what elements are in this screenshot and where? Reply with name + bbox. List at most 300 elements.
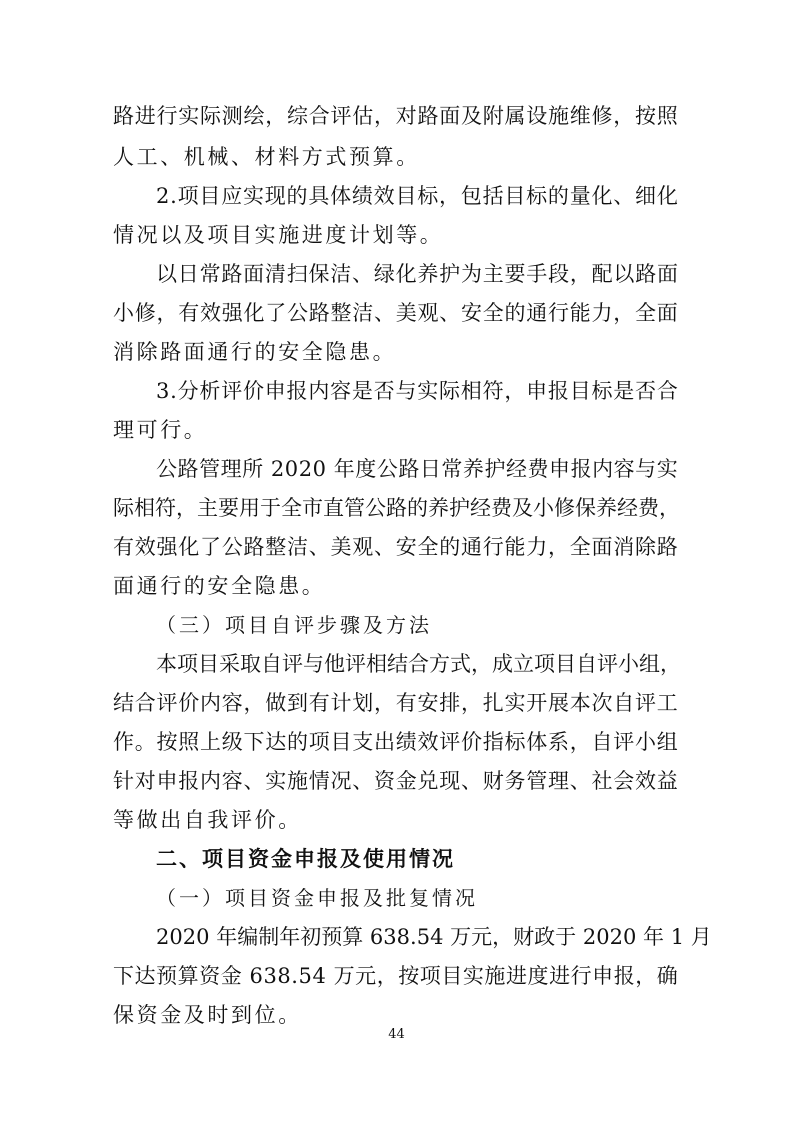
body-line-13: 面通行的安全隐患。 — [113, 574, 326, 598]
glyph: 公 — [221, 535, 243, 559]
glyph: 算 — [342, 925, 364, 949]
glyph: 项 — [308, 730, 330, 754]
glyph: 际 — [113, 496, 134, 520]
glyph: 路 — [386, 496, 407, 520]
glyph: 项 — [177, 184, 199, 208]
glyph: ， — [376, 964, 398, 988]
glyph: 以 — [156, 262, 177, 286]
glyph: 、 — [461, 769, 482, 793]
glyph: 实 — [242, 184, 264, 208]
glyph: 养 — [417, 262, 439, 286]
glyph: ， — [265, 104, 287, 128]
glyph: 元 — [355, 964, 377, 988]
glyph: 与 — [395, 379, 417, 403]
glyph: 容 — [330, 379, 352, 403]
glyph: ， — [374, 104, 395, 128]
glyph: 与 — [303, 652, 324, 676]
body-line-12 — [113, 533, 678, 561]
glyph: 实 — [504, 691, 526, 715]
glyph: 年 — [333, 457, 355, 481]
glyph: 年 — [643, 925, 664, 949]
glyph: 安 — [461, 301, 482, 325]
body-line-2: 人工、机械、材料方式预算。 — [113, 145, 420, 169]
glyph: 对 — [395, 104, 417, 128]
glyph: 全 — [635, 301, 656, 325]
glyph: 情 — [308, 769, 330, 793]
glyph: ， — [492, 925, 514, 949]
glyph: 直 — [323, 496, 344, 520]
glyph: 于 — [260, 496, 281, 520]
glyph: 是 — [351, 379, 373, 403]
glyph: 面 — [243, 262, 265, 286]
glyph: 化 — [395, 262, 417, 286]
glyph: 项 — [177, 652, 198, 676]
glyph: 年 — [216, 925, 238, 949]
glyph: 目 — [569, 379, 591, 403]
glyph: 际 — [439, 379, 460, 403]
glyph: 支 — [352, 730, 374, 754]
glyph: 强 — [221, 301, 243, 325]
page-number: 44 — [388, 1027, 405, 1042]
glyph: 有 — [395, 691, 417, 715]
glyph: 目 — [504, 184, 526, 208]
glyph: 报 — [286, 379, 308, 403]
glyph: 护 — [449, 496, 470, 520]
glyph: 路 — [177, 457, 199, 481]
glyph: 否 — [373, 379, 395, 403]
glyph: ， — [548, 535, 569, 559]
chapter-heading-2: 二、项目资金申报及使用情况 — [156, 847, 455, 871]
glyph: 实 — [462, 964, 484, 988]
glyph: 目 — [555, 652, 576, 676]
glyph: 0 — [622, 925, 637, 949]
glyph: 0 — [596, 925, 610, 949]
glyph: 管 — [344, 496, 365, 520]
glyph: 实 — [656, 457, 678, 481]
glyph: 除 — [635, 535, 656, 559]
glyph: 要 — [218, 496, 239, 520]
glyph: 排 — [439, 691, 461, 715]
glyph: 护 — [484, 457, 506, 481]
glyph: 目 — [330, 730, 352, 754]
glyph: 照 — [656, 104, 678, 128]
glyph: 与 — [635, 457, 657, 481]
glyph: 日 — [419, 457, 441, 481]
glyph: 美 — [330, 535, 352, 559]
glyph: 观 — [352, 535, 374, 559]
glyph: 费 — [638, 496, 659, 520]
glyph: 2 — [609, 925, 623, 949]
glyph: 方 — [429, 652, 450, 676]
glyph: 初 — [300, 925, 322, 949]
glyph: 内 — [200, 691, 221, 715]
glyph: 月 — [690, 925, 712, 949]
glyph: 符 — [482, 379, 504, 403]
glyph: 0 — [284, 457, 299, 481]
glyph: 评 — [635, 691, 656, 715]
glyph: 预 — [321, 925, 343, 949]
glyph: 综 — [287, 104, 308, 128]
glyph: 况 — [330, 769, 352, 793]
glyph: 容 — [613, 457, 635, 481]
glyph: 常 — [441, 457, 463, 481]
glyph — [576, 923, 583, 951]
glyph: 做 — [265, 691, 287, 715]
glyph: 施 — [484, 964, 506, 988]
body-line-6 — [113, 299, 678, 327]
glyph: 用 — [239, 496, 260, 520]
glyph: 成 — [492, 652, 513, 676]
glyph: 、 — [569, 769, 591, 793]
glyph: 兑 — [417, 769, 439, 793]
glyph: 经 — [505, 457, 527, 481]
glyph: 相 — [366, 652, 387, 676]
glyph: 要 — [504, 262, 526, 286]
glyph: 的 — [286, 184, 308, 208]
glyph: 洁 — [287, 535, 308, 559]
glyph: 管 — [526, 769, 548, 793]
glyph: 报 — [178, 769, 200, 793]
glyph: 划 — [352, 691, 374, 715]
glyph: 5 — [298, 964, 312, 988]
glyph: 2 — [582, 925, 597, 949]
body-line-5 — [156, 260, 678, 288]
glyph: 本 — [156, 652, 177, 676]
body-line-1 — [113, 102, 678, 130]
glyph: 报 — [613, 964, 635, 988]
glyph: 及 — [512, 496, 533, 520]
body-line-7: 消除路面通行的安全隐患。 — [113, 340, 397, 364]
glyph: 实 — [417, 379, 439, 403]
glyph: 实 — [265, 769, 287, 793]
glyph: 常 — [199, 262, 221, 286]
glyph: 段 — [548, 262, 570, 286]
glyph: 、 — [439, 301, 461, 325]
glyph: 按 — [635, 104, 656, 128]
glyph: ， — [374, 691, 395, 715]
glyph: 配 — [591, 262, 613, 286]
glyph: 3 — [263, 964, 277, 988]
glyph: 现 — [439, 769, 461, 793]
glyph: 绩 — [395, 730, 417, 754]
glyph: 按 — [398, 964, 420, 988]
glyph: 施 — [287, 769, 308, 793]
glyph: 制 — [258, 925, 280, 949]
glyph: 以 — [613, 262, 635, 286]
glyph: 小 — [635, 730, 656, 754]
glyph: 所 — [242, 457, 264, 481]
glyph: 目 — [199, 184, 221, 208]
body-line-17 — [113, 728, 678, 756]
glyph: 手 — [526, 262, 548, 286]
glyph: 消 — [613, 535, 635, 559]
glyph: 出 — [374, 730, 395, 754]
body-line-24: 保资金及时到位。 — [113, 1003, 302, 1027]
glyph: 资 — [199, 964, 221, 988]
glyph: 修 — [591, 104, 613, 128]
glyph: ， — [569, 730, 591, 754]
glyph — [664, 923, 671, 951]
glyph: 养 — [596, 496, 617, 520]
body-line-9: 理可行。 — [113, 418, 208, 442]
glyph: 量 — [569, 184, 591, 208]
glyph: 2 — [182, 925, 197, 949]
glyph: 绿 — [373, 262, 395, 286]
glyph — [443, 923, 450, 951]
glyph: 容 — [221, 691, 243, 715]
body-line-22 — [156, 923, 712, 951]
glyph: 内 — [592, 457, 614, 481]
glyph: 绩 — [351, 184, 373, 208]
glyph: 财 — [482, 769, 504, 793]
glyph: 度 — [527, 964, 549, 988]
glyph: 全 — [417, 535, 439, 559]
glyph: 价 — [461, 730, 482, 754]
glyph: 面 — [591, 535, 613, 559]
glyph: 经 — [470, 496, 491, 520]
glyph: 能 — [504, 535, 526, 559]
glyph: 确 — [656, 964, 678, 988]
glyph: 安 — [417, 691, 439, 715]
glyph: 度 — [355, 457, 377, 481]
glyph: 价 — [242, 379, 264, 403]
glyph: ， — [569, 262, 591, 286]
glyph: . — [170, 379, 177, 403]
glyph: 保 — [308, 262, 330, 286]
glyph: 的 — [287, 730, 308, 754]
glyph: 作 — [113, 730, 134, 754]
glyph: 全 — [281, 496, 302, 520]
glyph: 评 — [156, 691, 178, 715]
glyph: 评 — [613, 730, 635, 754]
glyph: 0 — [312, 457, 326, 481]
glyph: 开 — [526, 691, 548, 715]
glyph: 2 — [298, 457, 313, 481]
glyph: 施 — [548, 104, 569, 128]
glyph: 理 — [220, 457, 242, 481]
glyph: 主 — [482, 262, 504, 286]
glyph: 费 — [491, 496, 512, 520]
glyph: 申 — [549, 457, 571, 481]
section-heading-3: （三）项目自评步骤及方法 — [156, 613, 432, 637]
glyph: 附 — [482, 104, 504, 128]
glyph: 评 — [282, 652, 303, 676]
body-line-15 — [156, 650, 681, 678]
glyph — [242, 962, 249, 990]
glyph: 日 — [177, 262, 199, 286]
glyph: 合 — [308, 104, 330, 128]
glyph: 行 — [156, 104, 178, 128]
glyph: 修 — [554, 496, 575, 520]
glyph: 及 — [461, 104, 482, 128]
glyph: 编 — [237, 925, 259, 949]
glyph: 公 — [287, 301, 308, 325]
glyph: 属 — [504, 104, 526, 128]
glyph: 为 — [460, 262, 482, 286]
glyph: 容 — [221, 769, 243, 793]
glyph: 有 — [178, 301, 200, 325]
glyph: 效 — [200, 301, 221, 325]
glyph: 相 — [134, 496, 155, 520]
glyph: 目 — [441, 964, 463, 988]
glyph: 组 — [639, 652, 660, 676]
glyph: 包 — [460, 184, 482, 208]
glyph: 对 — [134, 769, 156, 793]
glyph: 6 — [249, 964, 263, 988]
glyph: 美 — [395, 301, 417, 325]
glyph: 取 — [240, 652, 261, 676]
glyph: ， — [156, 301, 178, 325]
glyph — [636, 923, 643, 951]
glyph: 项 — [419, 964, 441, 988]
glyph: 全 — [569, 535, 591, 559]
glyph: 指 — [482, 730, 504, 754]
glyph: 力 — [526, 535, 548, 559]
glyph: 下 — [113, 964, 134, 988]
glyph: 经 — [617, 496, 638, 520]
glyph: 级 — [221, 730, 243, 754]
glyph: 申 — [264, 379, 286, 403]
glyph: 次 — [591, 691, 613, 715]
glyph: 到 — [287, 691, 308, 715]
glyph: 化 — [656, 184, 678, 208]
glyph: ， — [504, 379, 526, 403]
glyph: ， — [243, 691, 265, 715]
glyph: 系 — [548, 730, 569, 754]
glyph: 评 — [597, 652, 618, 676]
glyph: 年 — [279, 925, 301, 949]
glyph: 申 — [156, 769, 178, 793]
glyph: 工 — [656, 691, 678, 715]
section-heading-1: （一）项目资金申报及批复情况 — [156, 886, 478, 910]
glyph: 是 — [613, 379, 635, 403]
body-line-3 — [156, 182, 678, 210]
glyph: 养 — [428, 496, 449, 520]
glyph: 绘 — [243, 104, 265, 128]
glyph: 评 — [330, 104, 352, 128]
glyph: 标 — [526, 184, 548, 208]
glyph: 务 — [504, 769, 526, 793]
glyph: 3 — [156, 379, 170, 403]
glyph: 效 — [134, 535, 156, 559]
glyph: 下 — [243, 730, 265, 754]
glyph: 合 — [656, 379, 678, 403]
glyph: 现 — [264, 184, 286, 208]
glyph: 立 — [513, 652, 534, 676]
glyph — [326, 962, 333, 990]
glyph: 社 — [591, 769, 613, 793]
glyph: 进 — [549, 964, 571, 988]
glyph: 小 — [533, 496, 554, 520]
glyph: 路 — [656, 535, 678, 559]
glyph: 体 — [330, 184, 352, 208]
glyph: 面 — [439, 104, 461, 128]
glyph: 路 — [308, 301, 330, 325]
glyph: 进 — [505, 964, 527, 988]
glyph: 合 — [408, 652, 429, 676]
glyph: 细 — [635, 184, 657, 208]
glyph: 、 — [243, 769, 265, 793]
glyph: 计 — [330, 691, 352, 715]
glyph: . — [291, 964, 298, 988]
glyph: 元 — [471, 925, 493, 949]
glyph: 自 — [261, 652, 282, 676]
glyph: 、 — [352, 769, 374, 793]
glyph: 自 — [591, 730, 613, 754]
glyph: 4 — [430, 925, 444, 949]
glyph: 万 — [450, 925, 472, 949]
glyph: 上 — [200, 730, 221, 754]
glyph: 强 — [156, 535, 178, 559]
glyph: 展 — [548, 691, 569, 715]
glyph: ， — [461, 691, 482, 715]
glyph: 自 — [576, 652, 597, 676]
glyph: . — [170, 184, 177, 208]
glyph: 、 — [374, 535, 395, 559]
glyph: 主 — [197, 496, 218, 520]
glyph: 会 — [613, 769, 635, 793]
glyph: 2 — [270, 457, 285, 481]
glyph: 3 — [383, 925, 397, 949]
glyph: 市 — [302, 496, 323, 520]
glyph: 了 — [200, 535, 221, 559]
glyph: 2 — [156, 925, 170, 949]
glyph: 力 — [591, 301, 613, 325]
glyph: 、 — [374, 301, 395, 325]
glyph: 的 — [547, 184, 569, 208]
glyph: 内 — [308, 379, 330, 403]
glyph: 的 — [439, 535, 461, 559]
glyph: 公 — [365, 496, 386, 520]
glyph: 全 — [482, 301, 504, 325]
glyph: 公 — [156, 457, 177, 481]
glyph: 价 — [178, 691, 200, 715]
glyph: 清 — [264, 262, 286, 286]
glyph: 整 — [330, 301, 352, 325]
body-line-23 — [113, 962, 678, 990]
glyph: 估 — [352, 104, 374, 128]
glyph: 理 — [548, 769, 569, 793]
glyph: . — [410, 925, 417, 949]
glyph: 路 — [635, 262, 657, 286]
glyph: 1 — [670, 925, 685, 949]
glyph: 评 — [439, 730, 461, 754]
glyph: 通 — [461, 535, 482, 559]
glyph: 洁 — [330, 262, 352, 286]
glyph: ， — [439, 184, 460, 208]
glyph: 0 — [196, 925, 210, 949]
glyph: 6 — [369, 925, 384, 949]
glyph: 路 — [113, 104, 134, 128]
glyph: 了 — [265, 301, 287, 325]
glyph: 分 — [177, 379, 199, 403]
glyph: 2 — [156, 184, 170, 208]
glyph: 预 — [156, 964, 178, 988]
glyph: 路 — [221, 262, 243, 286]
glyph: 0 — [169, 925, 183, 949]
glyph: 照 — [178, 730, 200, 754]
glyph: 护 — [439, 262, 461, 286]
glyph: 报 — [547, 379, 569, 403]
glyph: 进 — [134, 104, 156, 128]
glyph: 相 — [460, 379, 482, 403]
glyph: 标 — [417, 184, 439, 208]
glyph: 体 — [526, 730, 548, 754]
glyph: 洁 — [352, 301, 374, 325]
glyph: 针 — [113, 769, 134, 793]
glyph: 扎 — [482, 691, 504, 715]
glyph: 评 — [345, 652, 366, 676]
